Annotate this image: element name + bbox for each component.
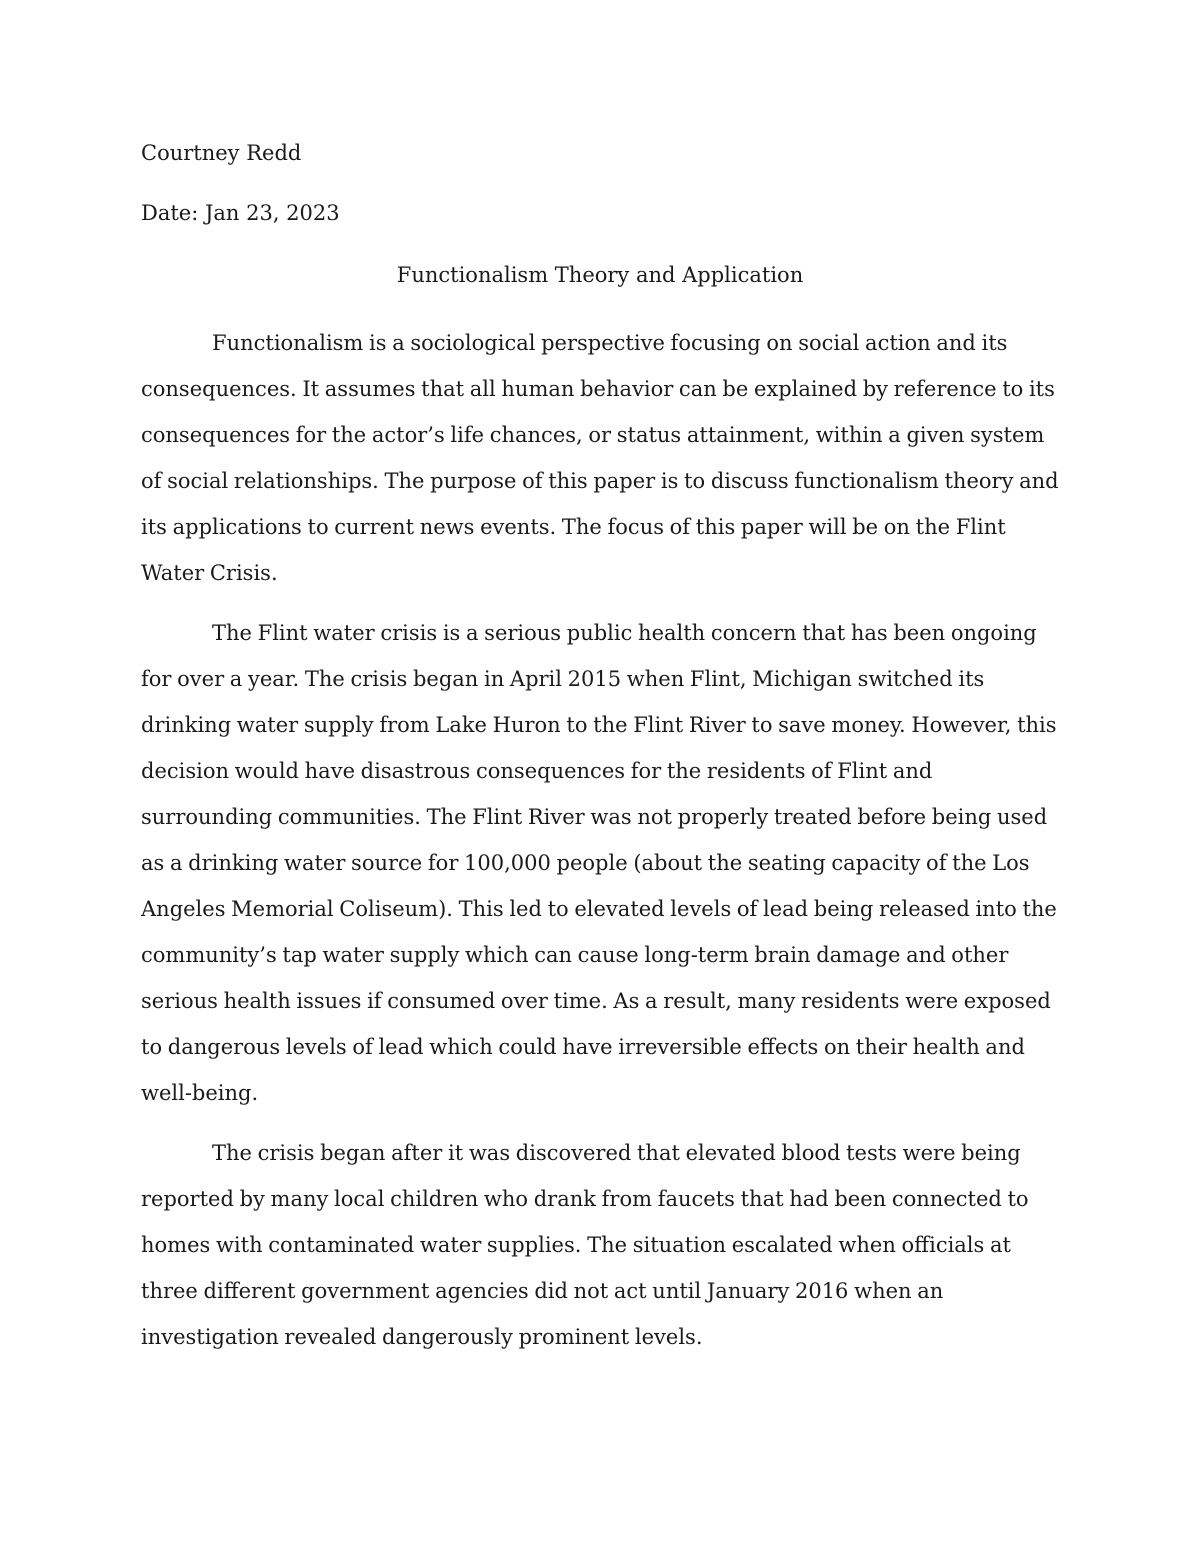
document-body bbox=[141, 320, 1059, 1374]
document-title: Functionalism Theory and Application bbox=[396, 263, 804, 287]
author-name: Courtney Redd bbox=[141, 141, 302, 165]
paragraph-2: The Flint water crisis is a serious public health concern that has been ongoing for over a year. The crisis began in April 2015 when Flint, Michigan switched its drinking water supply from Lake Huron to the Flint River to save money. However, this decision would have disastrous consequences for the residents of Flint and surrounding communities. The Flint River was not properly treated before being used as a drinking water source for 100,000 people (about the seating capacity of the Los Angeles Memorial Coliseum). This led to elevated levels of lead being released into the community’s tap water supply which can cause long-term brain damage and other serious health issues if consumed over time. As a result, many residents were exposed to dangerous levels of lead which could have irreversible effects on their health and well-being. bbox=[141, 621, 1057, 1105]
document-date: Date: Jan 23, 2023 bbox=[141, 201, 340, 225]
paragraph-1: Functionalism is a sociological perspective focusing on social action and its consequences. It assumes that all human behavior can be explained by reference to its consequences for the actor’s life chances, or status attainment, within a given system of social relationships. The purpose of this paper is to discuss functionalism theory and its applications to current news events. The focus of this paper will be on the Flint Water Crisis. bbox=[141, 331, 1059, 585]
paragraph-3: The crisis began after it was discovered that elevated blood tests were being reported by many local children who drank from faucets that had been connected to homes with contaminated water supplies. The situation escalated when officials at three different government agencies did not act until January 2016 when an investigation revealed dangerously prominent levels. bbox=[141, 1141, 1029, 1349]
